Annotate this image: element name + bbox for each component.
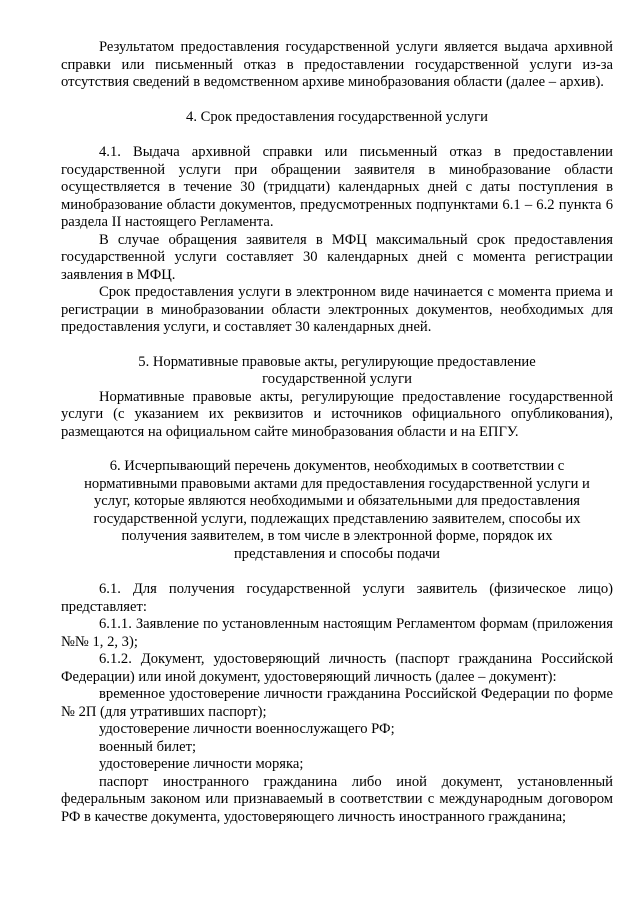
section-6-title-line: нормативными правовыми актами для предоставления государственной услуги и bbox=[84, 475, 590, 492]
section-5-title-line-2: государственной услуги bbox=[262, 371, 412, 387]
section-6-list-item: удостоверение личности военнослужащего РФ; bbox=[99, 721, 395, 737]
section-6-list-item: временное удостоверение личности гражданина Российской Федерации по форме № 2П (для утративших паспорт); bbox=[61, 686, 613, 720]
intro-paragraph: Результатом предоставления государственной услуги является выдача архивной справки или письменный отказ в предоставлении государственной услуги из-за отсутствия сведений в ведомственном архиве минобразования области (далее – архив). bbox=[61, 39, 613, 90]
section-5-title-line-1: 5. Нормативные правовые акты, регулирующие предоставление bbox=[138, 353, 536, 370]
document-page bbox=[61, 39, 613, 826]
section-5-paragraph: Нормативные правовые акты, регулирующие предоставление государственной услуги (с указанием их реквизитов и источников официального опубликования), размещаются на официальном сайте минобразования области и на ЕПГУ. bbox=[61, 388, 613, 440]
section-6-list-item: удостоверение личности моряка; bbox=[99, 756, 304, 772]
section-6-title-line: услуг, которые являются необходимыми и обязательными для предоставления bbox=[93, 493, 581, 509]
section-6-paragraph: 6.1.2. Документ, удостоверяющий личность (паспорт гражданина Российской Федерации) или иной документ, удостоверяющий личность (далее – документ): bbox=[61, 651, 613, 685]
section-6-title-line: государственной услуги, подлежащих представлению заявителем, способы их bbox=[93, 510, 581, 527]
section-4-paragraph-2: В случае обращения заявителя в МФЦ максимальный срок предоставления государственной услуги составляет 30 календарных дней с момента регистрации заявления в МФЦ. bbox=[61, 231, 613, 283]
section-6-list-item: военный билет; bbox=[99, 738, 197, 755]
section-6-list-item: паспорт иностранного гражданина либо иной документ, установленный федеральным законом или признаваемый в соответствии с международным договором РФ в качестве документа, удостоверяющего личность иностранного гражданина; bbox=[61, 773, 613, 825]
section-6-title-line: представления и способы подачи bbox=[234, 545, 440, 562]
section-4-paragraph-1: 4.1. Выдача архивной справки или письменный отказ в предоставлении государственной услуги при обращении заявителя в минобразование области осуществляется в течение 30 (тридцати) календарных дней с даты поступления в минобразование области документов, предусмотренных подпунктами 6.1 – 6.2 пункта 6 раздела II настоящего Регламента. bbox=[61, 144, 613, 230]
section-6-paragraph: 6.1.1. Заявление по установленным настоящим Регламентом формам (приложения №№ 1, 2, 3); bbox=[61, 616, 613, 650]
section-6-title bbox=[61, 458, 613, 563]
section-6-title-line: 6. Исчерпывающий перечень документов, необходимых в соответствии с bbox=[109, 458, 565, 474]
section-6-paragraph: 6.1. Для получения государственной услуги заявитель (физическое лицо) представляет: bbox=[61, 581, 613, 615]
section-6-title-line: получения заявителем, в том числе в электронной форме, порядок их bbox=[121, 528, 553, 544]
section-4-paragraph-3: Срок предоставления услуги в электронном виде начинается с момента приема и регистрации в минобразовании области электронных документов, необходимых для предоставления услуги, и составляет 30 календарных дней. bbox=[61, 284, 613, 335]
section-4-title: 4. Срок предоставления государственной услуги bbox=[186, 108, 488, 125]
